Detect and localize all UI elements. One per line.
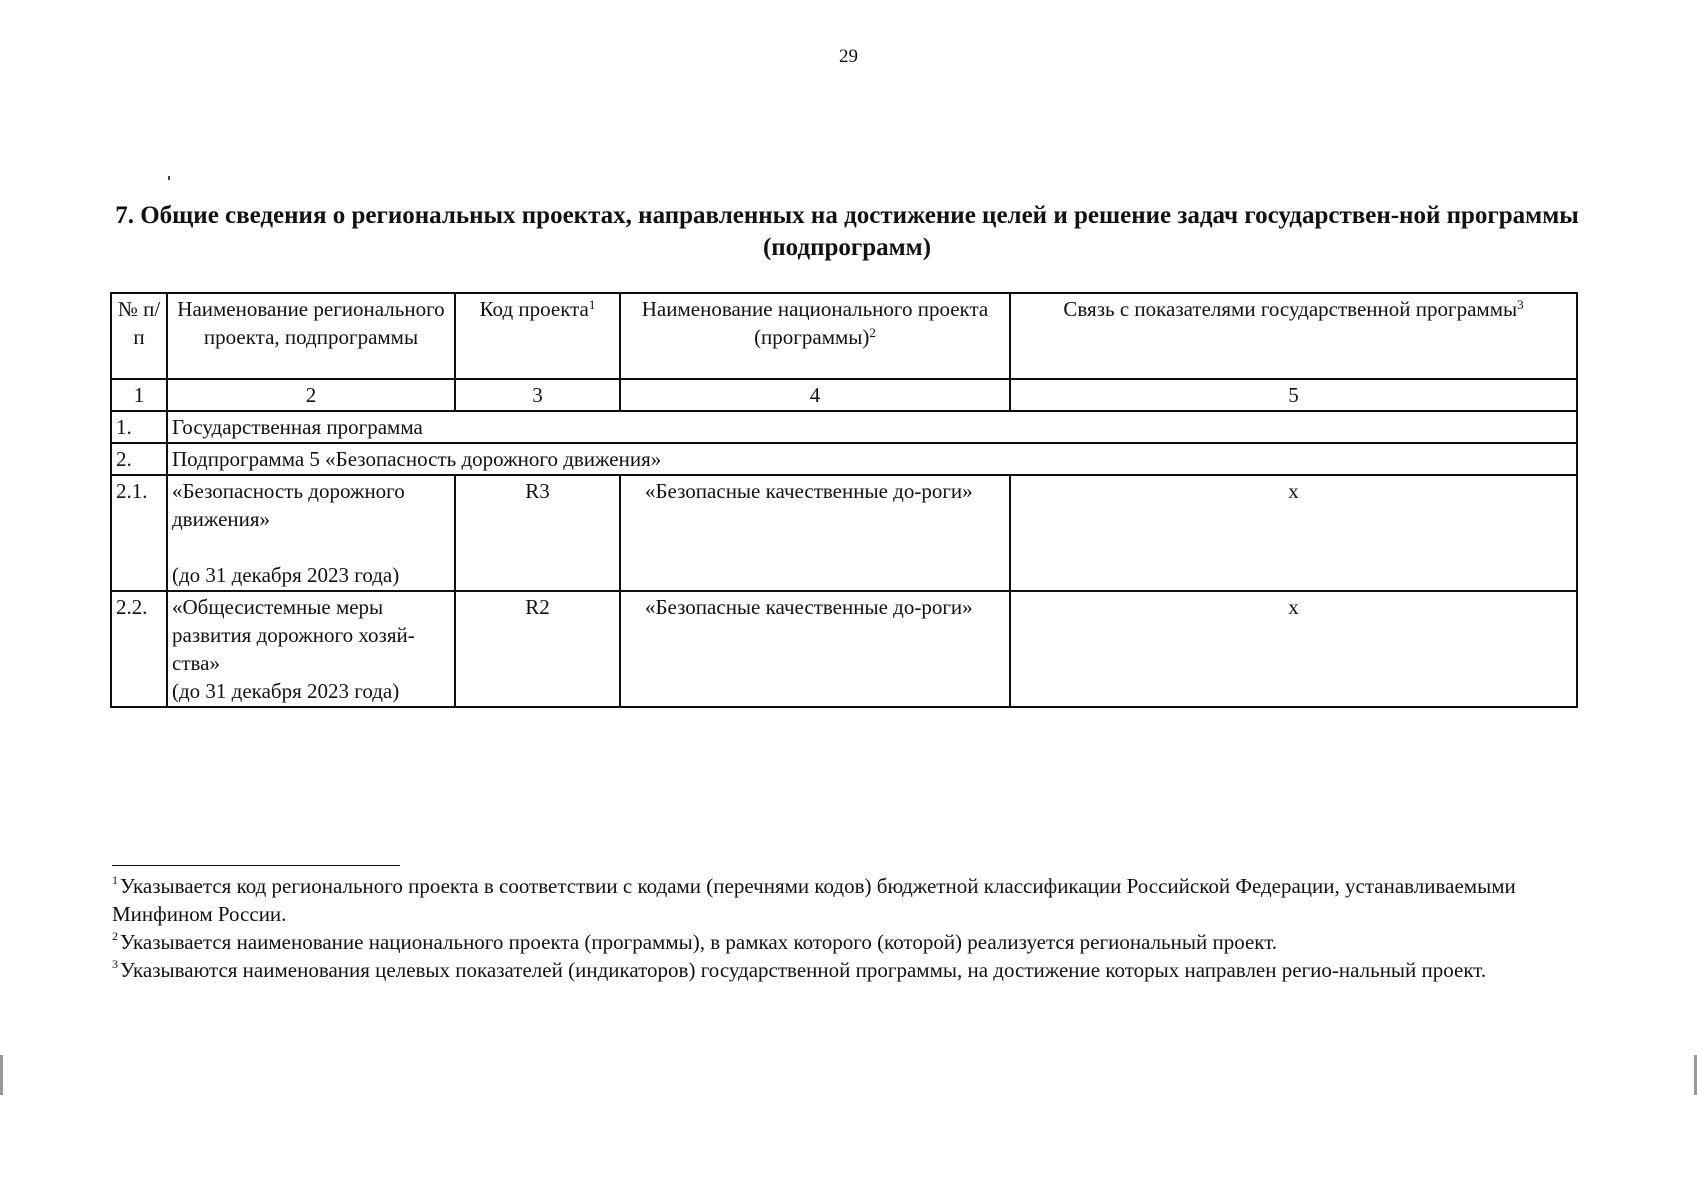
section-label: Государственная программа	[167, 411, 1577, 443]
project-name: «Безопасность дорожного движения»	[172, 479, 405, 531]
project-term: (до 31 декабря 2023 года)	[172, 563, 400, 587]
scan-mark	[168, 176, 170, 180]
section-title: 7. Общие сведения о региональных проектах, направленных на достижение целей и решение задач государствен-ной программы (подпрограмм)	[115, 202, 1579, 261]
project-code: R2	[455, 591, 620, 707]
footnote-text: Указывается код регионального проекта в соответствии с кодами (перечнями кодов) бюджетной классификации Российской Федерации, устанавливаемыми Минфином России.	[112, 874, 1516, 926]
column-number: 2	[167, 379, 455, 411]
project-name: «Общесистемные меры развития дорожного хозяй-ства»	[172, 595, 415, 675]
row-num: 2.1.	[111, 475, 167, 591]
footnote	[112, 872, 1582, 928]
column-number-row	[111, 379, 1577, 411]
footnote-mark: 3	[112, 957, 118, 971]
project-name-cell	[167, 591, 455, 707]
footnote-mark: 1	[112, 873, 118, 887]
column-number: 1	[111, 379, 167, 411]
column-number: 3	[455, 379, 620, 411]
project-code: R3	[455, 475, 620, 591]
footnote-text: Указываются наименования целевых показателей (индикаторов) государственной программы, на достижение которых направлен регио-нальный проект.	[120, 958, 1487, 982]
project-term: (до 31 декабря 2023 года)	[172, 679, 400, 703]
footnote	[112, 928, 1582, 956]
table-row	[111, 591, 1577, 707]
row-num: 2.2.	[111, 591, 167, 707]
header-code-text: Код проекта	[479, 297, 589, 321]
table-row	[111, 475, 1577, 591]
header-national-footnote-ref: 2	[869, 325, 876, 340]
row-num: 2.	[111, 443, 167, 475]
header-national-text: Наименование национального проекта (программы)	[641, 297, 989, 349]
header-code	[455, 293, 620, 379]
header-link-text: Связь с показателями государственной программы	[1063, 297, 1518, 321]
header-code-footnote-ref: 1	[588, 297, 596, 312]
project-name-cell	[167, 475, 455, 591]
page-number: 29	[839, 46, 858, 67]
row-num: 1.	[111, 411, 167, 443]
header-link	[1010, 293, 1577, 379]
table-header-row	[111, 293, 1577, 379]
indicator-link: х	[1010, 475, 1577, 591]
header-num: № п/п	[111, 293, 167, 379]
section-row	[111, 411, 1577, 443]
header-name: Наименование регионального проекта, подпрограммы	[167, 293, 455, 379]
header-national	[620, 293, 1010, 379]
footnotes	[112, 872, 1582, 984]
regional-projects-table	[110, 292, 1578, 708]
national-project: «Безопасные качественные до-роги»	[620, 475, 1010, 591]
column-number: 5	[1010, 379, 1577, 411]
scan-edge-mark	[0, 1055, 3, 1095]
indicator-link: х	[1010, 591, 1577, 707]
footnote	[112, 956, 1582, 984]
header-link-footnote-ref: 3	[1517, 297, 1524, 312]
section-row	[111, 443, 1577, 475]
footnote-mark: 2	[112, 929, 118, 943]
section-label: Подпрограмма 5 «Безопасность дорожного движения»	[167, 443, 1577, 475]
column-number: 4	[620, 379, 1010, 411]
footnote-separator	[112, 865, 400, 866]
footnote-text: Указывается наименование национального проекта (программы), в рамках которого (которой) реализуется региональный проект.	[120, 930, 1278, 954]
national-project: «Безопасные качественные до-роги»	[620, 591, 1010, 707]
